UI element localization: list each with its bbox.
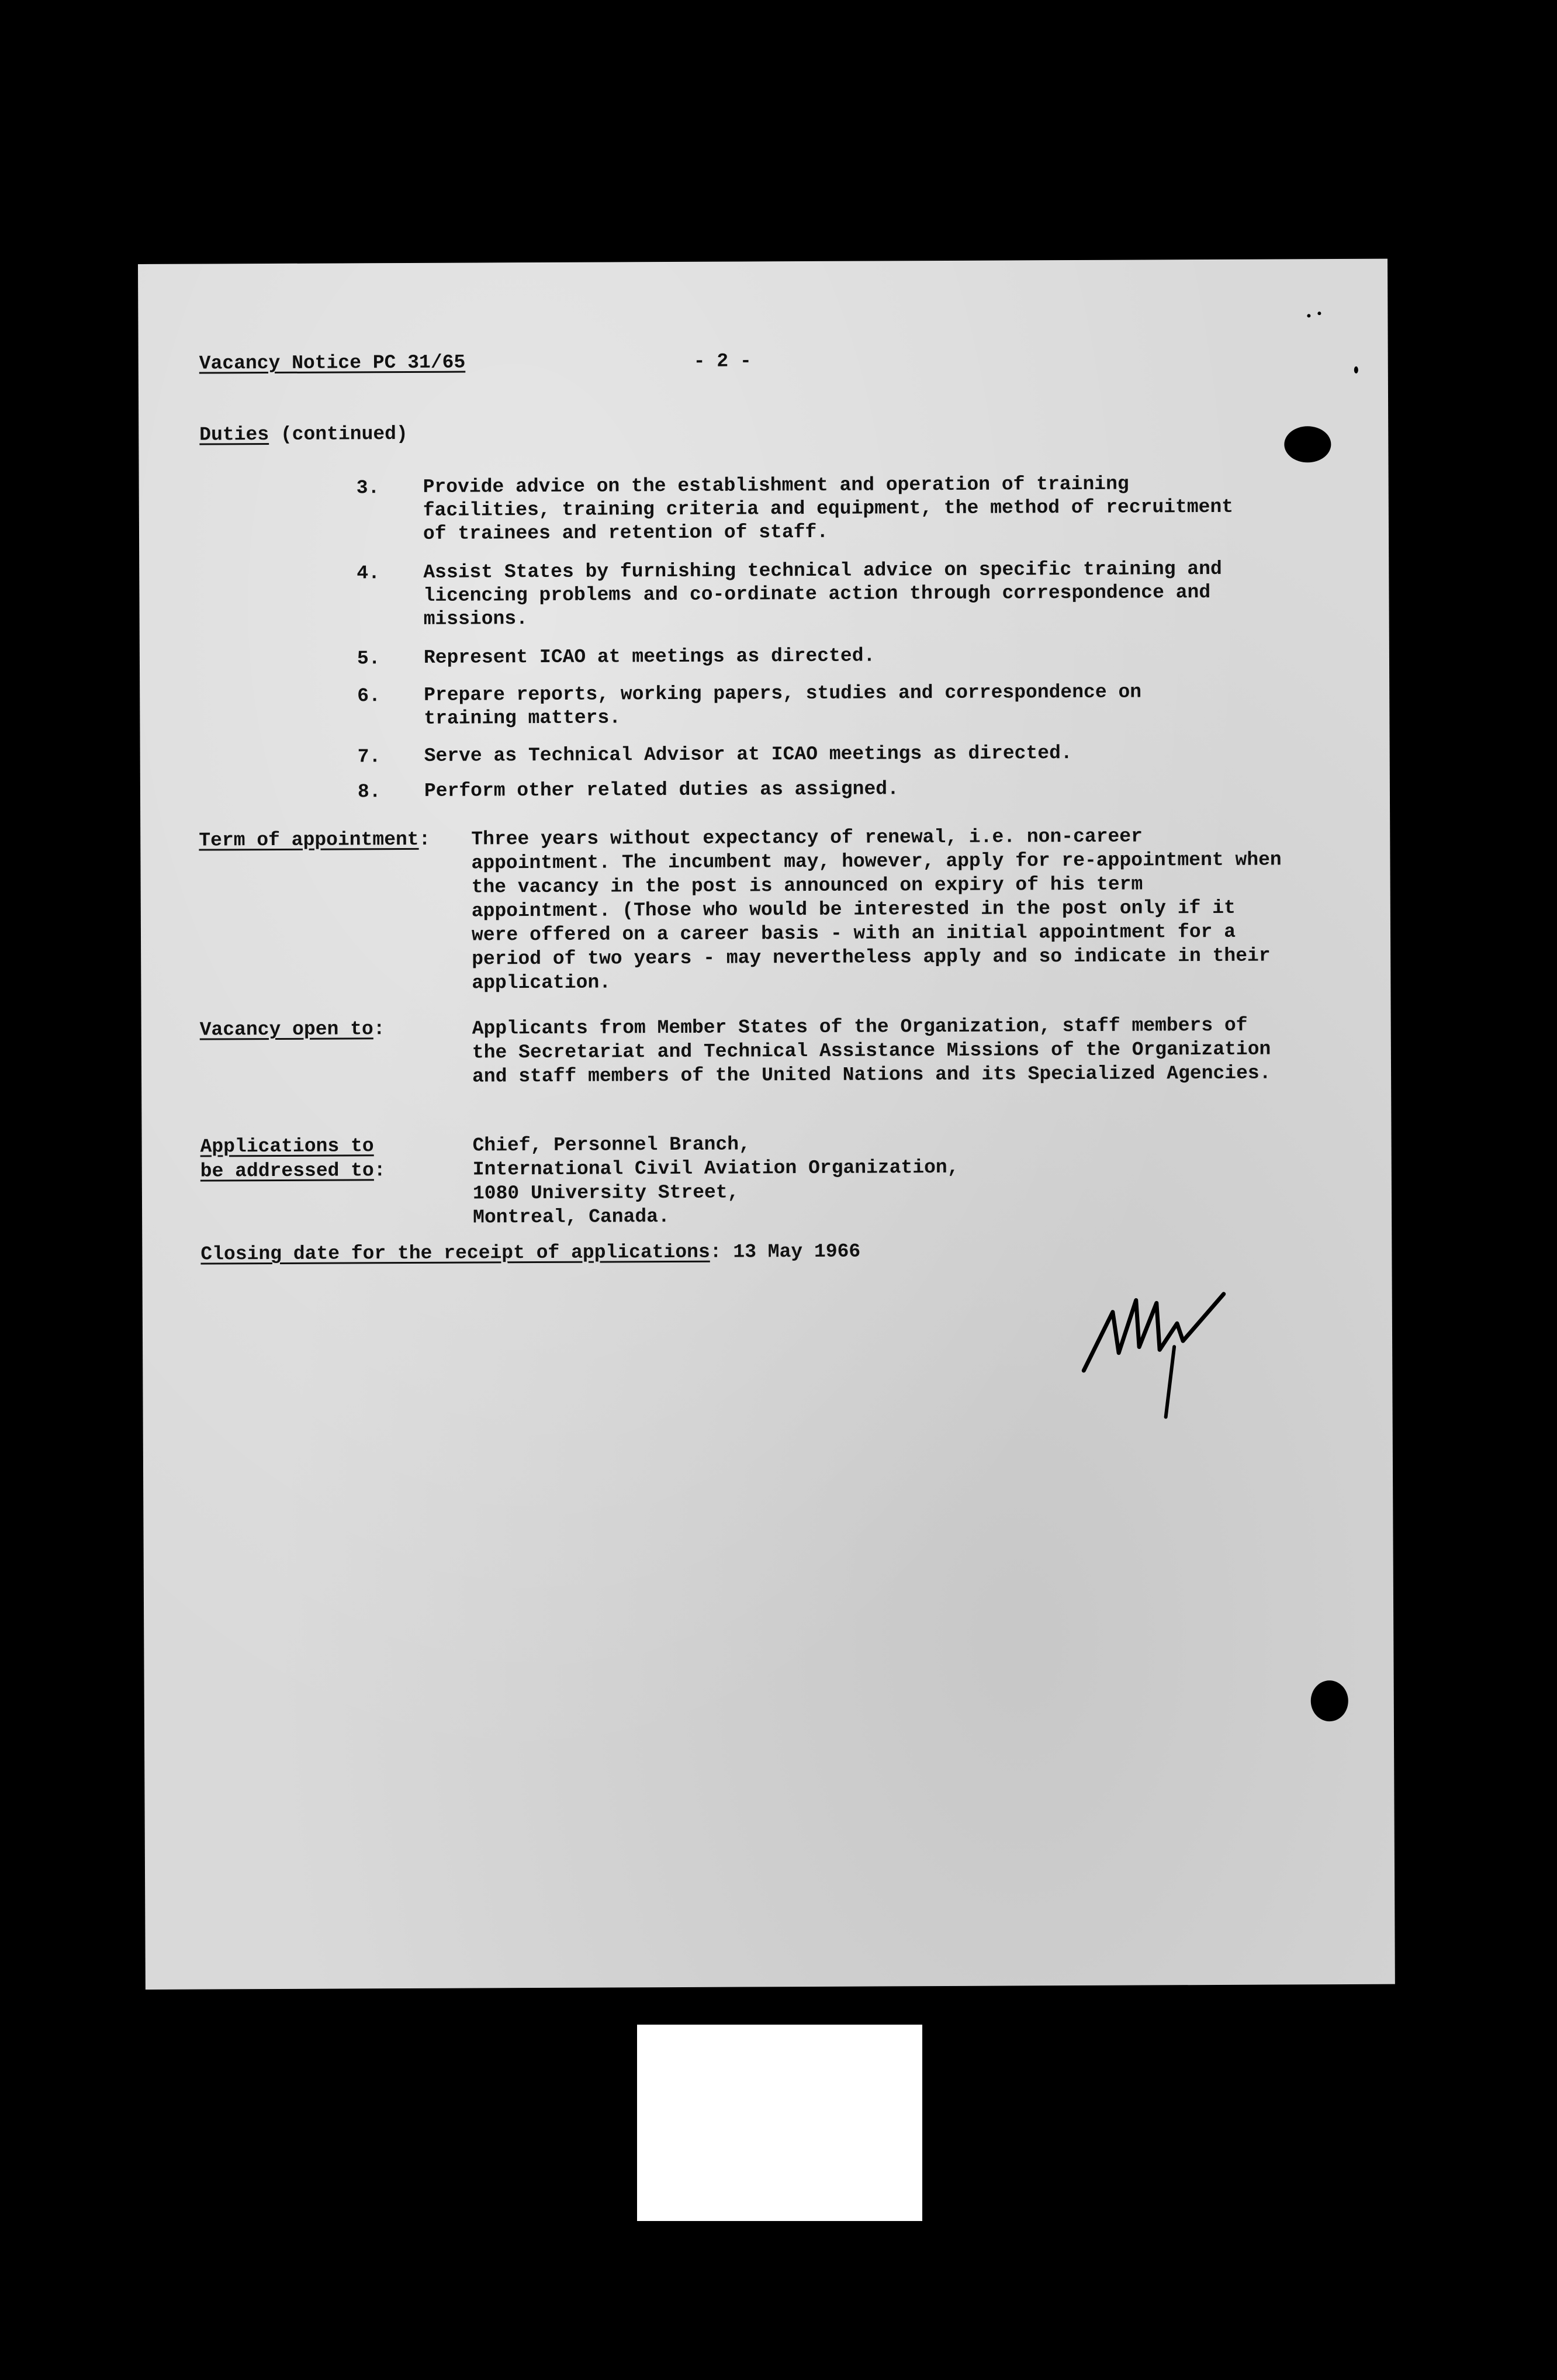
closing-date-label: Closing date for the receipt of applications (200, 1241, 710, 1265)
duty-number: 7. (357, 746, 381, 768)
punch-hole (1311, 1680, 1348, 1721)
address-line: International Civil Aviation Organization, (472, 1156, 959, 1181)
duties-heading-suffix: (continued) (269, 423, 408, 446)
vacancy-open-label (200, 1017, 385, 1042)
duty-number: 5. (357, 648, 380, 670)
blank-panel (637, 2025, 922, 2221)
duty-text: Prepare reports, working papers, studies and correspondence on training matters. (424, 681, 1142, 729)
applications-label-line1 (200, 1134, 374, 1159)
term-label (199, 828, 430, 853)
address-line: 1080 University Street, (472, 1181, 739, 1205)
address-line: Chief, Personnel Branch, (472, 1133, 750, 1157)
closing-date-colon: : (710, 1241, 722, 1263)
duty-text: Serve as Technical Advisor at ICAO meetings as directed. (424, 742, 1072, 767)
duty-text: Perform other related duties as assigned. (424, 778, 899, 802)
vacancy-open-label-text: Vacancy open to (199, 1018, 373, 1041)
punch-hole (1284, 426, 1331, 462)
applications-label-colon: : (373, 1160, 386, 1182)
applications-label-line2-text: be addressed to (200, 1160, 374, 1182)
speck (1307, 314, 1310, 317)
duty-text: Provide advice on the establishment and operation of training facilities, training criteria and equipment, the method of recruitment of trainees and retention of staff. (423, 473, 1234, 545)
document-page (138, 259, 1395, 1990)
speck (1317, 312, 1321, 315)
term-text: Three years without expectancy of renewal, i.e. non-career appointment. The incumbent may, however, apply for re-appointment when the vacancy in the post is announced on expiry of his term appointment. (Those who would be interested in the post only if it were offered on a career basis - with an initial appointment for a period of two years - may nevertheless apply and so indicate in their application. (471, 825, 1282, 994)
duty-text: Represent ICAO at meetings as directed. (423, 645, 876, 669)
speck (1354, 366, 1358, 373)
term-label-text: Term of appointment (199, 828, 419, 852)
duty-number: 6. (357, 685, 380, 707)
notice-reference: Vacancy Notice PC 31/65 (199, 351, 466, 375)
duty-number: 8. (357, 781, 381, 803)
vacancy-open-text: Applicants from Member States of the Organization, staff members of the Secretariat and Technical Assistance Missions of the Organization and staff members of the United Nations and its Specialized Agencies. (472, 1014, 1271, 1088)
duty-number: 4. (357, 562, 380, 584)
applications-label-line2 (200, 1158, 386, 1184)
duty-number: 3. (356, 477, 380, 499)
page-number: - 2 - (693, 350, 752, 372)
duties-heading (199, 422, 408, 448)
applications-label-line1-text: Applications to (200, 1135, 374, 1158)
address-line: Montreal, Canada. (473, 1206, 670, 1229)
closing-date (200, 1240, 860, 1267)
signature (1078, 1277, 1230, 1429)
term-label-colon: : (418, 828, 431, 850)
vacancy-open-label-colon: : (373, 1018, 385, 1040)
closing-date-value: 13 May 1966 (733, 1240, 861, 1263)
duty-text: Assist States by furnishing technical advice on specific training and licencing problems and co-ordinate action through correspondence and missions. (423, 558, 1222, 630)
duties-heading-label: Duties (199, 424, 269, 446)
